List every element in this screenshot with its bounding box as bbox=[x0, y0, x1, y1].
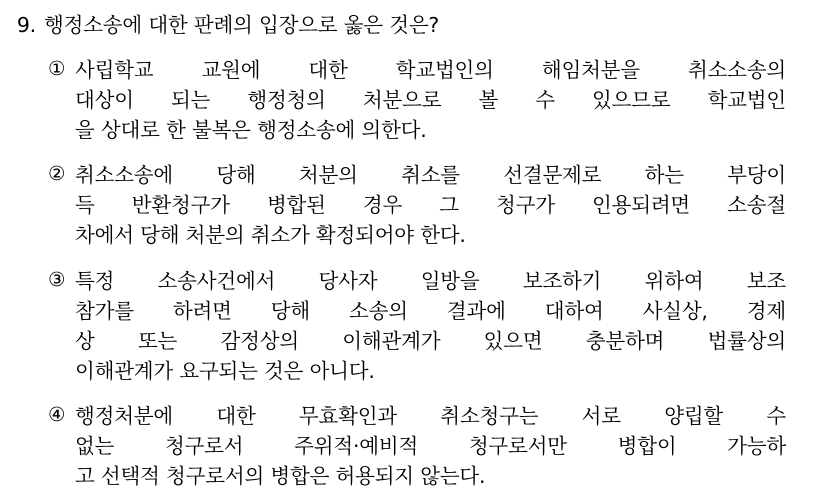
choice-line: 취소소송에 당해 처분의 취소를 선결문제로 하는 부당이 bbox=[75, 163, 786, 188]
question-stem bbox=[10, 10, 812, 41]
choice-option-1[interactable] bbox=[10, 55, 812, 145]
choice-list bbox=[10, 55, 812, 491]
choice-line: 사립학교 교원에 대한 학교법인의 해임처분을 취소소송의 bbox=[75, 57, 786, 82]
choice-line: 차에서 당해 처분의 취소가 확정되어야 한다. bbox=[75, 223, 466, 248]
choice-line: 을 상대로 한 불복은 행정소송에 의한다. bbox=[75, 118, 427, 142]
choice-line: 고 선택적 청구로서의 병합은 허용되지 않는다. bbox=[75, 464, 486, 489]
choice-option-3[interactable] bbox=[10, 266, 812, 387]
choice-option-2[interactable] bbox=[10, 160, 812, 250]
choice-marker-1: ① bbox=[48, 56, 66, 80]
choice-text-2 bbox=[75, 160, 812, 250]
choice-line: 없는 청구로서 주위적·예비적 청구로서만 병합이 가능하 bbox=[75, 434, 786, 459]
choice-line: 특정 소송사건에서 당사자 일방을 보조하기 위하여 보조 bbox=[75, 268, 786, 293]
choice-line: 득 반환청구가 병합된 경우 그 청구가 인용되려면 소송절 bbox=[75, 193, 786, 218]
choice-marker-4: ④ bbox=[48, 403, 66, 426]
choice-text-1 bbox=[75, 55, 812, 145]
question-number: 9. bbox=[16, 13, 36, 37]
choice-line: 행정처분에 대한 무효확인과 취소청구는 서로 양립할 수 bbox=[75, 404, 786, 428]
choice-line: 대상이 되는 행정청의 처분으로 볼 수 있으므로 학교법인 bbox=[75, 87, 786, 112]
choice-text-4 bbox=[75, 401, 812, 491]
choice-marker-3: ③ bbox=[48, 267, 66, 291]
choice-text-3 bbox=[75, 266, 812, 387]
choice-line: 이해관계가 요구되는 것은 아니다. bbox=[75, 358, 375, 383]
choice-line: 상 또는 감정상의 이해관계가 있으면 충분하며 법률상의 bbox=[75, 328, 786, 353]
choice-line: 참가를 하려면 당해 소송의 결과에 대하여 사실상, 경제 bbox=[75, 298, 786, 323]
choice-marker-2: ② bbox=[48, 162, 66, 186]
choice-option-4[interactable] bbox=[10, 401, 812, 491]
question-text: 행정소송에 대한 판례의 입장으로 옳은 것은? bbox=[44, 13, 440, 37]
